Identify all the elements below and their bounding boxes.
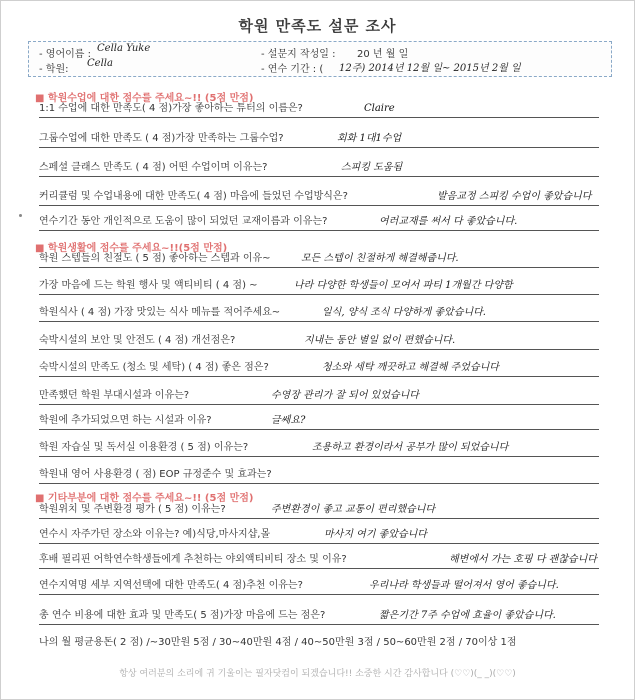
question-label: 1:1 수업에 대한 만족도( 4 점)가장 좋아하는 튜터의 이름은? <box>39 103 303 114</box>
question-label: 연수지역명 세부 지역선택에 대한 만족도( 4 점)추천 이유는? <box>39 580 303 591</box>
question-label: 학원 자습실 및 독서실 이용환경 ( 5 점) 이유는? <box>39 442 249 453</box>
question-row <box>39 329 599 350</box>
question-row <box>39 274 599 295</box>
question-row <box>39 156 599 177</box>
question-row <box>39 409 599 430</box>
period-label: - 연수 기간 : ( <box>261 64 324 75</box>
question-answer[interactable]: 해변에서 가는 호핑 다 괜찮습니다 <box>449 554 597 565</box>
question-label: 가장 마음에 드는 학원 행사 및 액티비티 ( 4 점) ~ <box>39 280 258 291</box>
question-answer[interactable]: 청소와 세탁 깨끗하고 해결해 주었습니다 <box>322 362 499 373</box>
writer-value: 20 년 월 일 <box>357 49 409 60</box>
question-answer[interactable]: 지내는 동안 별일 없이 편했습니다. <box>304 335 456 346</box>
section-heading-classes: ■ 학원수업에 대한 점수를 주세요~!! (5점 만점) <box>35 93 254 104</box>
question-label: 학원위치 및 주변환경 평가 ( 5 점) 이유는? <box>39 504 226 515</box>
question-answer[interactable]: 회화 1대1수업 <box>337 133 402 144</box>
info-row-2 <box>39 60 601 75</box>
question-answer[interactable]: 주변환경이 좋고 교통이 편리했습니다 <box>271 504 436 515</box>
english-name-label: - 영어이름 : <box>39 49 91 60</box>
question-row <box>39 185 599 206</box>
question-answer[interactable]: 나라 다양한 학생들이 모여서 파티 1개월간 다양함 <box>294 280 513 291</box>
question-label: 그룹수업에 대한 만족도 ( 4 점)가장 만족하는 그룹수업? <box>39 133 284 144</box>
question-answer[interactable]: 여러교재를 써서 다 좋았습니다. <box>379 216 518 227</box>
question-answer[interactable]: 모든 스텝이 친절하게 해결해줍니다. <box>301 253 459 264</box>
academy-label: - 학원: <box>39 64 69 75</box>
question-answer[interactable]: 조용하고 환경이라서 공부가 많이 되었습니다 <box>312 442 509 453</box>
question-label: 후배 필리핀 어학연수학생들에게 추천하는 야외액티비티 장소 및 이유? <box>39 554 347 565</box>
question-label: 커리큘럼 및 수업내용에 대한 만족도( 4 점) 마음에 들었던 수업방식은? <box>39 191 348 202</box>
question-row <box>39 301 599 322</box>
question-label: 총 연수 비용에 대한 효과 및 만족도( 5 점)가장 마음에 드는 점은? <box>39 610 326 621</box>
question-row <box>39 631 599 651</box>
question-row <box>39 97 599 118</box>
question-row <box>39 127 599 148</box>
writer-label: - 설문지 작성일 : <box>261 49 336 60</box>
question-row <box>39 523 599 544</box>
question-answer[interactable]: Claire <box>364 103 395 114</box>
question-answer[interactable]: 짧은기간 7주 수업에 효율이 좋았습니다. <box>379 610 556 621</box>
question-answer[interactable]: 스피킹 도움됨 <box>341 162 403 173</box>
question-row <box>39 463 599 484</box>
question-label: 숙박시설의 만족도 (청소 및 세탁) ( 4 점) 좋은 점은? <box>39 362 269 373</box>
question-label: 연수시 자주가던 장소와 이유는? 예)식당,마사지샵,몰 <box>39 529 271 540</box>
question-row <box>39 498 599 519</box>
question-answer[interactable]: 일식, 양식 조식 다양하게 좋았습니다. <box>322 307 486 318</box>
question-label: 학원식사 ( 4 점) 가장 맛있는 식사 메뉴를 적어주세요~ <box>39 307 281 318</box>
period-value: 12주) 2014년 12월 일~ 2015년 2월 일 <box>339 63 521 74</box>
question-label: 스페셜 클래스 만족도 ( 4 점) 어떤 수업이며 이유는? <box>39 162 268 173</box>
question-row <box>39 548 599 569</box>
question-row <box>39 604 599 625</box>
question-row <box>39 247 599 268</box>
question-row <box>39 384 599 405</box>
question-answer[interactable]: 발음교정 스피킹 수업이 좋았습니다 <box>437 191 592 202</box>
info-box <box>28 41 612 77</box>
page-title: 학원 만족도 설문 조사 <box>238 17 397 35</box>
question-answer[interactable]: 수영장 관리가 잘 되어 있었습니다 <box>271 390 419 401</box>
info-row-1 <box>39 45 601 60</box>
section-heading-other: ■ 기타부분에 대한 점수를 주세요~!! (5점 만점) <box>35 493 254 504</box>
question-label: 학원 스텝들의 친절도 ( 5 점) 좋아하는 스텝과 이유~ <box>39 253 271 264</box>
footer-note: 항상 여러분의 소리에 귀 기울이는 필자닷컴이 되겠습니다!! 소중한 시간 감사합니다 (♡♡)(_ _)(♡♡) <box>119 669 516 679</box>
question-label: 숙박시설의 보안 및 안전도 ( 4 점) 개선점은? <box>39 335 236 346</box>
question-label: 연수기간 동안 개인적으로 도움이 많이 되었던 교재이름과 이유는? <box>39 216 328 227</box>
academy-value: Cella <box>87 58 113 69</box>
english-name-value: Cella Yuke <box>97 43 151 54</box>
question-label: 학원에 추가되었으면 하는 시설과 이유? <box>39 415 212 426</box>
question-row <box>39 436 599 457</box>
question-row <box>39 356 599 377</box>
question-row <box>39 574 599 595</box>
question-label: 만족했던 학원 부대시설과 이유는? <box>39 390 190 401</box>
question-label: 나의 월 평균용돈( 2 점) /~30만원 5점 / 30~40만원 4점 / 40~50만원 3점 / 50~60만원 2점 / 70이상 1점 <box>39 637 517 648</box>
section-heading-life: ■ 학원생활에 점수를 주세요~!!(5점 만점) <box>35 243 228 254</box>
question-label: 학원내 영어 사용환경 ( 점) EOP 규정준수 및 효과는? <box>39 469 272 480</box>
question-answer[interactable]: 글쎄요? <box>271 415 306 426</box>
question-answer[interactable]: 마사지 여기 좋았습니다 <box>324 529 427 540</box>
question-answer[interactable]: 우리나라 학생들과 떨어져서 영어 좋습니다. <box>369 580 559 591</box>
question-row <box>39 210 599 231</box>
margin-mark <box>19 214 22 217</box>
